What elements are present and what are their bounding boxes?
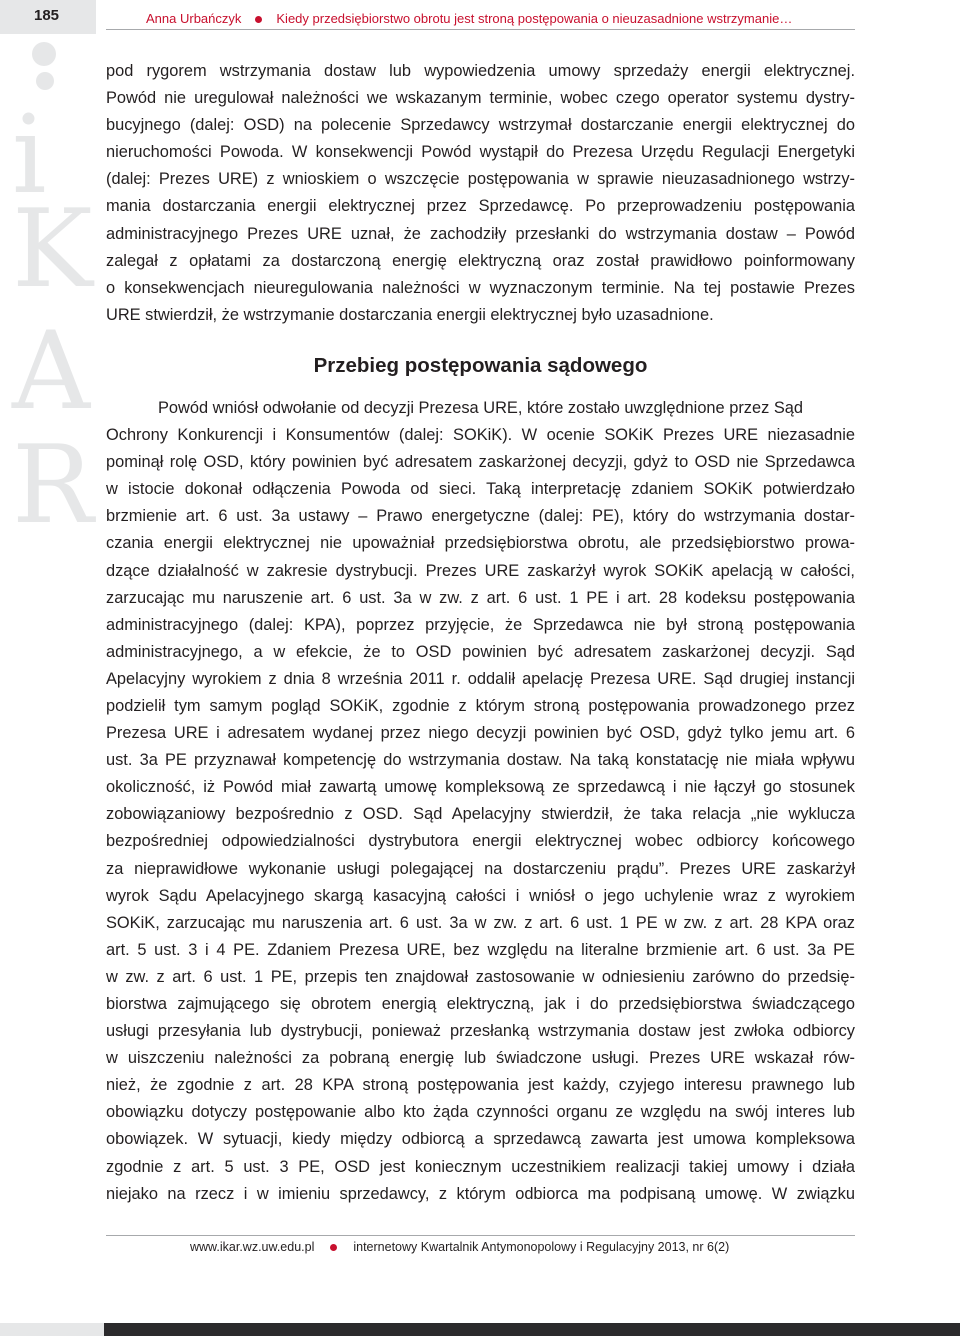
- text-line: w uiszczeniu należności za pobraną energię lub świadczone usługi. Prezes URE wskazał rów-: [106, 1049, 855, 1068]
- paragraph-1: [106, 58, 855, 329]
- page-number-box: [0, 0, 96, 34]
- text-line: URE stwierdził, że wstrzymanie dostarczania energii elektrycznej było uzasadnione.: [106, 305, 714, 324]
- text-line: wyrok Sądu Apelacyjnego skargą kasacyjną całości i wniósł o jego uchylenie wraz z wyrokiem: [106, 886, 855, 905]
- text-line: biorstwa zajmującego się obrotem energią elektryczną, jak i do przedsiębiorstwa świadczącego: [106, 995, 855, 1013]
- text-line: Ochrony Konkurencji i Konsumentów (dalej: SOKiK). W ocenie SOKiK Prezes URE niezasadnie: [106, 426, 855, 445]
- bullet-dot-icon: [255, 16, 262, 23]
- logo-letter-i: i: [12, 93, 47, 218]
- text-line: Apelacyjny wyrokiem z dnia 8 września 2011 r. oddalił apelację Prezesa URE. Sąd drugiej instancji: [106, 669, 855, 688]
- bottom-bar-light: [0, 1323, 104, 1336]
- text-line: nieruchomości Powoda. W konsekwencji Powód wystąpił do Prezesa Urzędu Regulacji Energetyki: [106, 143, 855, 162]
- text-line: podzielił tym samym pogląd SOKiK, zgodnie z którym stroną postępowania prowadzonego przez: [106, 696, 855, 715]
- running-head: [146, 11, 855, 26]
- text-line: pominął rolę OSD, który powinien być adresatem zaskarżonej decyzji, gdyż to OSD nie Sprzedawca: [106, 453, 855, 472]
- text-line: niejako na rzecz i w imieniu sprzedawcy, z którym odbiorca ma podpisaną umowę. W związku: [106, 1184, 855, 1203]
- text-line: brzmienie art. 6 ust. 3a ustawy – Prawo energetyczne (dalej: PE), który do wstrzymania dostar-: [106, 507, 855, 526]
- text-line: Powód wniósł odwołanie od decyzji Prezesa URE, które zostało uwzględnione przez Sąd: [157, 398, 804, 417]
- text-line: SOKiK, zarzucając mu naruszenia art. 6 ust. 3a w zw. z art. 6 ust. 1 PE w zw. z art. 28 KPA oraz: [106, 913, 855, 932]
- text-line: administracyjnego, a w efekcie, że to OSD powinien być adresatem zaskarżonej decyzji. Sąd: [106, 642, 855, 661]
- logo-dot-icon: [32, 42, 56, 66]
- text-line: bucyjnego (dalej: OSD) na polecenie Sprzedawcy wstrzymał dostarczanie energii elektrycznej do: [106, 116, 855, 135]
- running-head-title: Kiedy przedsiębiorstwo obrotu jest stroną postępowania o nieuzasadnione wstrzymanie…: [276, 11, 793, 26]
- text-line: obowiązku dotyczy postępowanie albo kto żąda czynności organu ze względu na swój interes lub: [106, 1103, 855, 1122]
- bullet-dot-icon: [330, 1244, 337, 1251]
- text-line: zobowiązaniowy bezpośrednio z OSD. Sąd Apelacyjny stwierdził, że taka relacja „nie wyklucza: [106, 805, 855, 824]
- text-line: administracyjnego (dalej: KPA), poprzez przyjęcie, że Sprzedawca nie był stroną postępowania: [106, 615, 855, 634]
- text-line: o konsekwencjach nieuregulowania należności w wyznaczonym terminie. Na tej postawie Prezes: [106, 278, 855, 297]
- text-line: zalegał z opłatami za dostarczoną energię elektryczną oraz został prawidłowo poinformowany: [106, 251, 855, 270]
- paragraph-2: [106, 395, 855, 1208]
- header-rule: [106, 29, 855, 30]
- text-line: pod rygorem wstrzymania dostaw lub wypowiedzenia umowy sprzedaży energii elektrycznej.: [106, 62, 855, 80]
- logo-letter-a: A: [12, 309, 90, 434]
- text-line: okoliczność, iż Powód miał zawartą umowę kompleksową ze sprzedawcą i nie łączył go stosunek: [106, 778, 855, 797]
- text-line: Powód nie uregulował należności we wskazanym terminie, wobec czego operator systemu dystry-: [106, 89, 855, 108]
- text-line: art. 5 ust. 3 i 4 PE. Zdaniem Prezesa URE, bez względu na literalne brzmienie art. 6 ust. 3a PE: [106, 940, 855, 959]
- text-line: obowiązek. W sytuacji, kiedy między odbiorcą a sprzedawcą zawarta jest umowa kompleksowa: [106, 1130, 855, 1149]
- logo-letter-k: K: [12, 187, 93, 312]
- text-line: za nieprawidłowe wykonanie usługi polegającej na dostarczeniu prądu”. Prezes URE zaskarżył: [106, 859, 855, 878]
- article-body: [106, 58, 855, 1208]
- logo-letter-r: R: [12, 423, 94, 548]
- text-line: dzące działalność w zakresie dystrybucji. Prezes URE zaskarżył wyrok SOKiK apelacją w całości,: [106, 561, 855, 580]
- footer-journal-name: internetowy Kwartalnik Antymonopolowy i Regulacyjny 2013, nr 6(2): [353, 1240, 730, 1254]
- text-line: administracyjnego Prezes URE uznał, że zachodziły przesłanki do wstrzymania dostaw – Powód: [106, 224, 855, 243]
- text-line: usługi przesyłania lub dystrybucji, ponieważ przesłanką wstrzymania dostaw jest zwłoka odbiorcy: [106, 1022, 855, 1041]
- text-line: w zw. z art. 6 ust. 1 PE, przepis ten znajdował zastosowanie w odniesieniu zarówno do przedsię-: [106, 967, 855, 986]
- text-line: mania dostarczania energii elektrycznej przez Sprzedawcę. Po przeprowadzeniu postępowania: [106, 197, 855, 216]
- bottom-bar-dark: [104, 1323, 960, 1336]
- logo-dot-icon: [36, 72, 54, 90]
- text-line: (dalej: Prezes URE) z wnioskiem o wszczęcie postępowania w sprawie nieuzasadnionego wstrzy-: [106, 170, 855, 189]
- text-line: zarzucając mu naruszenie art. 6 ust. 3a w zw. z art. 6 ust. 1 PE i art. 28 kodeksu postępowania: [106, 588, 855, 607]
- running-head-author: Anna Urbańczyk: [146, 11, 242, 26]
- page-number: 185: [34, 7, 60, 24]
- text-line: ust. 3a PE przyznawał kompetencję do wstrzymania dostaw. Na taką konstatację nie miała wpływu: [106, 751, 855, 770]
- section-heading: Przebieg postępowania sądowego: [313, 353, 648, 377]
- text-line: w istocie dokonał odłączenia Powoda od sieci. Taką interpretację zdaniem SOKiK potwierdzało: [106, 480, 855, 499]
- footer-website-link[interactable]: www.ikar.wz.uw.edu.pl: [190, 1240, 315, 1254]
- text-line: nież, że zgodnie z art. 28 KPA stroną postępowania jest każdy, czyjego interesu prawnego lub: [106, 1076, 855, 1095]
- text-line: zgodnie z art. 5 ust. 3 PE, OSD jest koniecznym uczestnikiem realizacji takiej umowy i działa: [106, 1157, 855, 1176]
- text-line: bezpośredniej odpowiedzialności dystrybutora energii elektrycznej wobec odbiorcy końcowego: [106, 832, 855, 851]
- page-footer: [190, 1240, 729, 1254]
- text-line: czania energii elektrycznej nie upoważniał przedsiębiorstwa obrotu, ale przedsiębiorstwo prowa-: [106, 534, 855, 553]
- text-line: Prezesa URE i adresatem wydanej przez niego decyzji powinien być OSD, gdyż tylko jemu art. 6: [106, 724, 855, 743]
- footer-rule: [106, 1235, 855, 1236]
